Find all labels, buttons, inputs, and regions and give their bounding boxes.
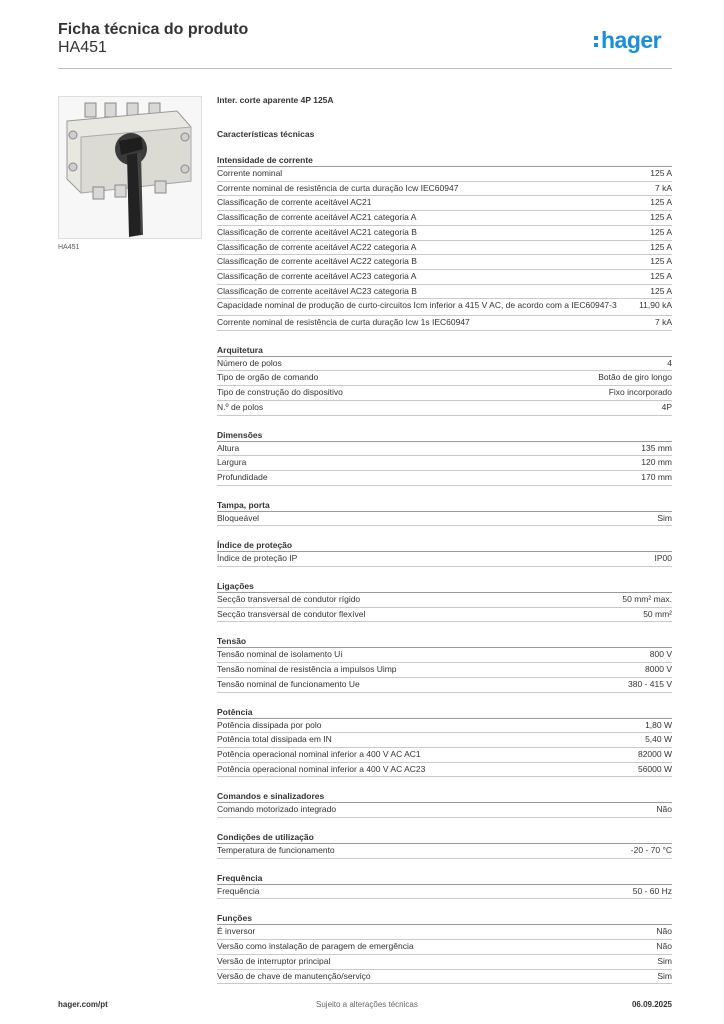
spec-label: Tensão nominal de resistência a impulsos Uimp	[217, 664, 397, 675]
section-title: Potência	[217, 707, 672, 719]
spec-section	[217, 345, 672, 416]
spec-value: Botão de giro longo	[598, 372, 672, 383]
spec-value: 800 V	[649, 649, 672, 660]
spec-label: Secção transversal de condutor rígido	[217, 594, 361, 605]
spec-label: Altura	[217, 442, 240, 453]
section-title: Tensão	[217, 636, 672, 648]
spec-value: 56000 W	[637, 763, 672, 774]
spec-value: 50 mm²	[643, 608, 672, 619]
spec-value: 170 mm	[641, 471, 672, 482]
spec-row	[217, 885, 672, 900]
spec-label: Potência total dissipada em IN	[217, 734, 332, 745]
spec-row	[217, 442, 672, 457]
spec-label: Frequência	[217, 885, 260, 896]
spec-value: -20 - 70 °C	[630, 845, 672, 856]
spec-row	[217, 211, 672, 226]
section-title: Índice de proteção	[217, 540, 672, 552]
spec-row	[217, 719, 672, 734]
spec-row	[217, 593, 672, 608]
spec-label: Potência operacional nominal inferior a 400 V AC AC1	[217, 748, 421, 759]
product-description: Inter. corte aparente 4P 125A	[217, 95, 334, 105]
spec-row	[217, 925, 672, 940]
spec-row	[217, 357, 672, 372]
spec-label: Número de polos	[217, 357, 282, 368]
section-title: Tampa, porta	[217, 500, 672, 512]
spec-row	[217, 970, 672, 985]
spec-section	[217, 791, 672, 818]
spec-row	[217, 803, 672, 818]
spec-row	[217, 316, 672, 331]
spec-value: 7 kA	[654, 182, 672, 193]
spec-value: 8000 V	[645, 664, 672, 675]
spec-section	[217, 581, 672, 622]
spec-value: IP00	[654, 553, 672, 564]
spec-row	[217, 255, 672, 270]
spec-label: Secção transversal de condutor flexível	[217, 608, 366, 619]
spec-label: Classificação de corrente aceitável AC22 categoria B	[217, 256, 417, 267]
spec-row	[217, 299, 672, 316]
spec-value: 5,40 W	[645, 734, 672, 745]
spec-section	[217, 832, 672, 859]
spec-value: 125 A	[650, 241, 672, 252]
footer-notice: Sujeito a alterações técnicas	[316, 1000, 418, 1009]
spec-label: N.º de polos	[217, 401, 264, 412]
spec-row	[217, 748, 672, 763]
spec-value: 7 kA	[654, 317, 672, 328]
spec-value: 125 A	[650, 197, 672, 208]
spec-section	[217, 873, 672, 900]
spec-value: 50 - 60 Hz	[632, 885, 672, 896]
product-image	[58, 96, 202, 239]
spec-value: 125 A	[650, 226, 672, 237]
section-title: Arquitetura	[217, 345, 672, 357]
spec-row	[217, 955, 672, 970]
spec-label: Tipo de orgão de comando	[217, 372, 319, 383]
section-title: Dimensões	[217, 430, 672, 442]
spec-row	[217, 270, 672, 285]
spec-row	[217, 226, 672, 241]
spec-label: Índice de proteção IP	[217, 553, 298, 564]
spec-label: Classificação de corrente aceitável AC21 categoria B	[217, 226, 417, 237]
spec-value: 11,90 kA	[639, 300, 672, 311]
spec-value: 50 mm² max.	[622, 594, 672, 605]
spec-row	[217, 763, 672, 778]
spec-row	[217, 241, 672, 256]
section-title: Funções	[217, 913, 672, 925]
footer-website: hager.com/pt	[58, 1000, 108, 1009]
spec-row	[217, 386, 672, 401]
spec-label: Classificação de corrente aceitável AC22 categoria A	[217, 241, 417, 252]
spec-value: Fixo incorporado	[608, 387, 672, 398]
spec-row	[217, 844, 672, 859]
spec-label: Corrente nominal de resistência de curta duração Icw IEC60947	[217, 182, 459, 193]
spec-row	[217, 608, 672, 623]
section-title: Intensidade de corrente	[217, 155, 672, 167]
spec-label: Classificação de corrente aceitável AC23 categoria A	[217, 270, 417, 281]
spec-section	[217, 636, 672, 692]
spec-value: Sim	[657, 512, 672, 523]
spec-label: Classificação de corrente aceitável AC21 categoria A	[217, 212, 417, 223]
spec-value: 82000 W	[637, 748, 672, 759]
spec-label: Corrente nominal	[217, 168, 283, 178]
product-code: HA451	[58, 39, 107, 56]
spec-section	[217, 430, 672, 486]
section-title: Ligações	[217, 581, 672, 593]
logo-text: hager	[601, 27, 662, 53]
spec-row	[217, 648, 672, 663]
spec-label: Temperatura de funcionamento	[217, 845, 335, 856]
spec-row	[217, 167, 672, 182]
spec-value: 125 A	[650, 168, 672, 178]
spec-label: Profundidade	[217, 471, 268, 482]
spec-row	[217, 940, 672, 955]
spec-row	[217, 678, 672, 693]
spec-value: 4	[667, 357, 672, 368]
section-title: Comandos e sinalizadores	[217, 791, 672, 803]
image-caption: HA451	[58, 244, 80, 251]
spec-label: Bloqueável	[217, 512, 260, 523]
spec-value: 125 A	[650, 256, 672, 267]
spec-value: Sim	[657, 955, 672, 966]
spec-label: Versão de chave de manutenção/serviço	[217, 970, 371, 981]
spec-label: Comando motorizado integrado	[217, 804, 337, 815]
spec-value: 1,80 W	[645, 719, 672, 730]
header-divider	[58, 68, 672, 69]
spec-label: Tipo de construção do dispositivo	[217, 387, 343, 398]
spec-label: Capacidade nominal de produção de curto-circuitos Icm inferior a 415 V AC, de acordo com a IEC60947-3	[217, 300, 617, 311]
logo-dots-icon	[594, 36, 600, 47]
spec-row	[217, 182, 672, 197]
spec-row	[217, 196, 672, 211]
page-title: Ficha técnica do produto	[58, 21, 249, 38]
spec-label: Corrente nominal de resistência de curta duração Icw 1s IEC60947	[217, 317, 470, 328]
switch-disconnector-illustration	[59, 97, 201, 238]
spec-row	[217, 512, 672, 527]
spec-value: Não	[656, 941, 672, 952]
spec-row	[217, 401, 672, 416]
spec-value: 4P	[661, 401, 672, 412]
technical-characteristics-title: Características técnicas	[217, 129, 315, 139]
spec-section	[217, 500, 672, 527]
spec-label: Potência dissipada por polo	[217, 719, 322, 730]
spec-row	[217, 733, 672, 748]
spec-value: 125 A	[650, 212, 672, 223]
spec-content	[217, 95, 672, 998]
spec-label: Classificação de corrente aceitável AC23 categoria B	[217, 285, 417, 296]
spec-sections	[217, 155, 672, 984]
section-title: Condições de utilização	[217, 832, 672, 844]
spec-row	[217, 471, 672, 486]
section-title: Frequência	[217, 873, 672, 885]
spec-label: Versão de interruptor principal	[217, 955, 331, 966]
spec-value: Não	[656, 926, 672, 937]
spec-row	[217, 371, 672, 386]
spec-label: Largura	[217, 457, 247, 468]
spec-label: Potência operacional nominal inferior a 400 V AC AC23	[217, 763, 426, 774]
spec-value: Não	[656, 804, 672, 815]
spec-label: Classificação de corrente aceitável AC21	[217, 197, 372, 208]
spec-value: 380 - 415 V	[628, 678, 672, 689]
spec-label: Tensão nominal de isolamento Ui	[217, 649, 343, 660]
spec-value: 125 A	[650, 285, 672, 296]
hager-logo	[594, 29, 661, 52]
spec-label: É inversor	[217, 926, 256, 937]
spec-label: Tensão nominal de funcionamento Ue	[217, 678, 360, 689]
spec-row	[217, 663, 672, 678]
spec-section	[217, 155, 672, 331]
spec-row	[217, 456, 672, 471]
footer-date: 06.09.2025	[631, 1000, 672, 1009]
spec-section	[217, 913, 672, 984]
spec-value: 120 mm	[641, 457, 672, 468]
spec-value: 135 mm	[641, 442, 672, 453]
spec-label: Versão como instalação de paragem de emergência	[217, 941, 414, 952]
spec-row	[217, 552, 672, 567]
spec-row	[217, 285, 672, 300]
spec-value: Sim	[657, 970, 672, 981]
spec-section	[217, 540, 672, 567]
spec-section	[217, 707, 672, 778]
spec-value: 125 A	[650, 270, 672, 281]
